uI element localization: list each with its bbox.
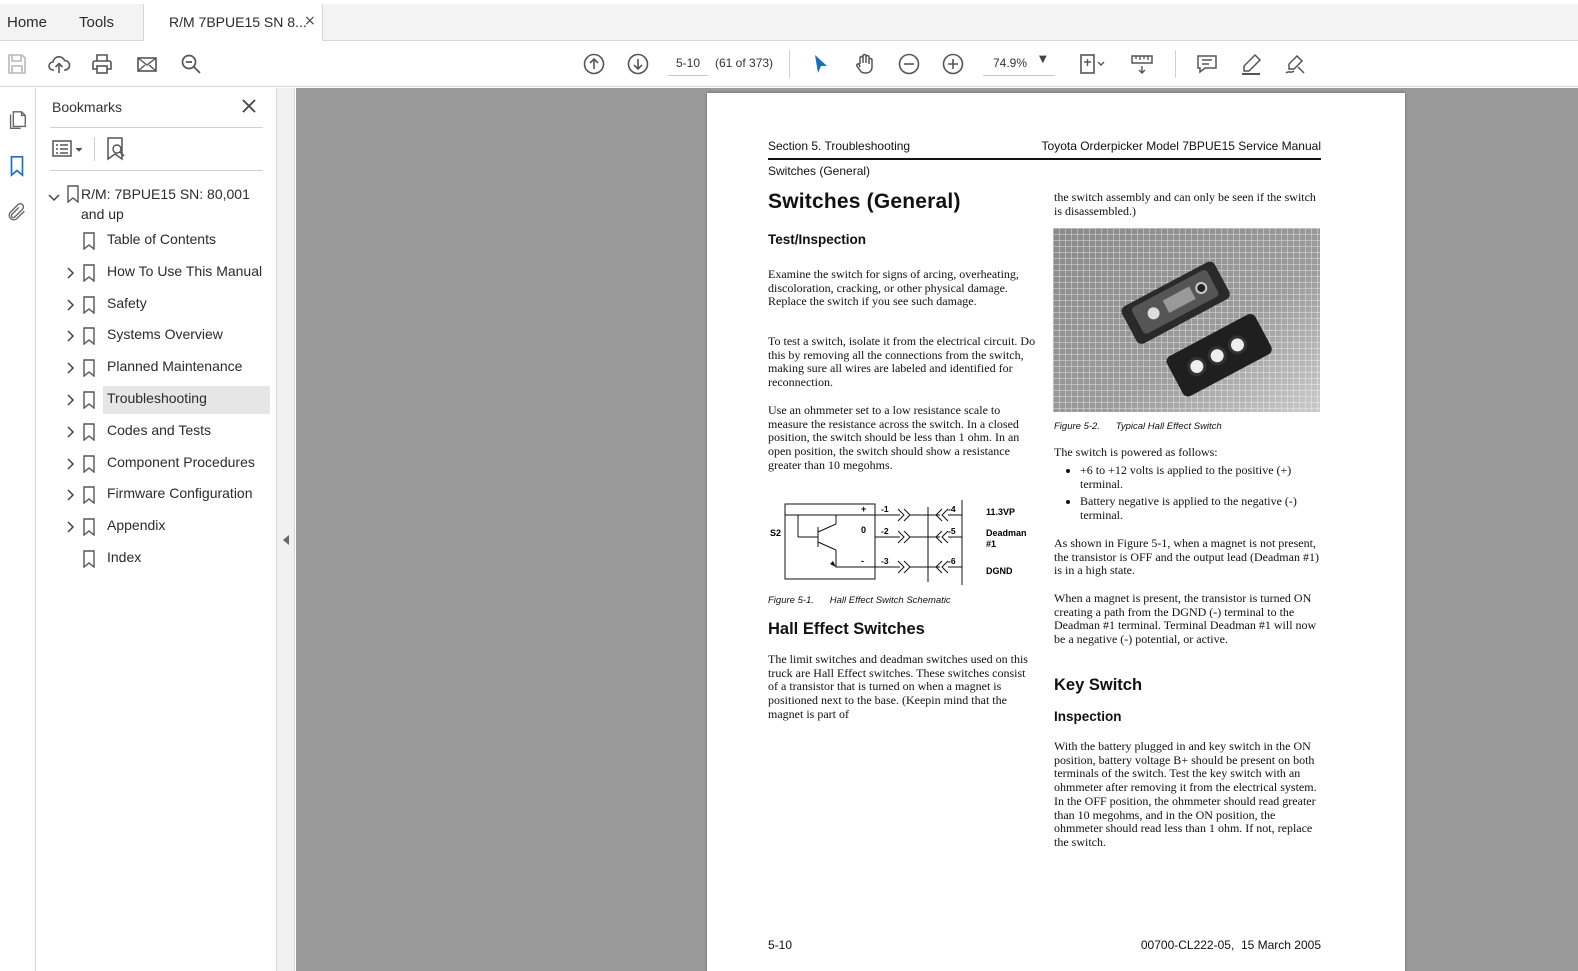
bookmark-item[interactable]: [47, 481, 271, 509]
bookmark-options-icon[interactable]: [51, 135, 89, 163]
hall-effect-switch-photo: [1053, 228, 1320, 412]
bookmark-icon: [82, 455, 96, 473]
upload-cloud-button[interactable]: [45, 50, 73, 78]
collapse-arrow-icon[interactable]: [282, 534, 290, 546]
save-button[interactable]: [3, 50, 31, 78]
paragraph: To test a switch, isolate it from the electrical circuit. Do this by removing all the connections from the switch, making sure all wires are labeled and identified for reconnection.: [768, 334, 1036, 390]
cloud-upload-icon: [47, 52, 71, 76]
page-fit-icon: [1078, 52, 1108, 76]
bookmarks-panel-title: Bookmarks: [52, 99, 123, 115]
bookmark-label: Appendix: [107, 517, 166, 534]
printer-icon: [90, 52, 114, 76]
document-viewer[interactable]: [296, 88, 1578, 971]
arrow-down-circle-icon: [626, 52, 650, 76]
page-footer-doc-id: 00700-CL222-05, 15 March 2005: [1140, 938, 1321, 952]
plus-circle-icon: [941, 52, 965, 76]
bookmark-label: Table of Contents: [107, 231, 216, 247]
bookmark-item[interactable]: [47, 291, 271, 319]
page-header-title: Toyota Orderpicker Model 7BPUE15 Service Manual: [1041, 139, 1321, 153]
search-icon: [179, 52, 203, 76]
bookmark-item[interactable]: [47, 227, 271, 255]
next-page-button[interactable]: [624, 50, 652, 78]
panel-divider: [94, 137, 95, 161]
figure-2-caption: Figure 5-2. Typical Hall Effect Switch: [1054, 421, 1222, 432]
bookmark-icon: [82, 296, 96, 314]
print-button[interactable]: [88, 50, 116, 78]
figure-1-caption: Figure 5-1. Hall Effect Switch Schematic: [768, 595, 951, 606]
chevron-right-icon[interactable]: [63, 329, 77, 343]
highlight-button[interactable]: [1237, 50, 1265, 78]
page-header-topic: Switches (General): [768, 164, 871, 178]
bookmark-item[interactable]: [47, 354, 271, 382]
attachments-button[interactable]: [3, 198, 31, 226]
chevron-right-icon[interactable]: [63, 488, 77, 502]
pen-icon: [1239, 52, 1263, 76]
bookmark-item[interactable]: [47, 386, 271, 414]
arrow-up-circle-icon: [582, 52, 606, 76]
close-icon[interactable]: [238, 95, 260, 117]
chevron-right-icon[interactable]: [63, 298, 77, 312]
bookmark-icon: [82, 423, 96, 441]
bookmark-icon: [82, 264, 96, 282]
zoom-value: 74.9%: [993, 56, 1028, 70]
document-page: [707, 93, 1405, 971]
schematic-plus: +: [861, 504, 867, 514]
schematic-zero: 0: [861, 525, 867, 535]
schematic-11-3vp: 11.3VP: [986, 507, 1016, 517]
bookmarks-panel-button[interactable]: [3, 152, 31, 180]
chevron-right-icon[interactable]: [63, 457, 77, 471]
schematic-pin-3: -3: [881, 556, 889, 566]
tab-document[interactable]: [143, 4, 323, 41]
page-display-button[interactable]: [1075, 50, 1111, 78]
bookmark-label: Troubleshooting: [107, 390, 207, 406]
tab-home[interactable]: Home: [7, 14, 48, 31]
zoom-level-select[interactable]: [983, 50, 1055, 76]
schematic-deadman-number: #1: [986, 539, 997, 549]
hall-effect-heading: Hall Effect Switches: [768, 620, 925, 638]
schematic-pin-6: -6: [948, 556, 956, 566]
bookmark-icon: [82, 232, 96, 250]
schematic-pin-5: -5: [948, 526, 956, 536]
section-title: Switches (General): [768, 190, 961, 213]
paperclip-icon: [6, 201, 28, 223]
list-item: • +6 to +12 volts is applied to the positive (+) terminal.: [1080, 464, 1322, 491]
envelope-icon: [135, 52, 159, 76]
page-count-label: (61 of 373): [715, 56, 774, 70]
schematic-label-s2: S2: [770, 528, 782, 538]
panel-divider: [50, 127, 263, 128]
bookmark-label: Codes and Tests: [107, 421, 212, 438]
bookmark-icon: [82, 327, 96, 345]
navigation-rail: [0, 88, 36, 971]
zoom-out-button[interactable]: [895, 50, 923, 78]
page-number-input[interactable]: [668, 50, 708, 76]
tab-tools[interactable]: Tools: [79, 14, 115, 31]
panel-divider: [50, 170, 263, 171]
schematic-deadman: Deadman: [986, 528, 1027, 538]
email-button[interactable]: [133, 50, 161, 78]
schematic-pin-2: -2: [881, 526, 889, 536]
chevron-right-icon[interactable]: [63, 393, 77, 407]
bookmark-label: Planned Maintenance: [107, 358, 243, 375]
page-footer-number: 5-10: [768, 938, 793, 952]
select-tool-button[interactable]: [807, 50, 835, 78]
paragraph: The switch is powered as follows:: [1054, 445, 1218, 459]
previous-page-button[interactable]: [580, 50, 608, 78]
paragraph: Use an ohmmeter set to a low resistance scale to measure the resistance across the switch. In a closed position, the switch should be less than 1 ohm. In an open position, the switch should show a resistance greater than 10 megohms.: [768, 403, 1020, 472]
hand-tool-button[interactable]: [851, 50, 879, 78]
comment-icon: [1195, 52, 1219, 76]
paragraph: As shown in Figure 5-1, when a magnet is not present, the transistor is OFF and the output lead (Deadman #1) is in a high state.: [1054, 536, 1319, 578]
paragraph: the switch assembly and can only be seen if the switch is disassembled.): [1054, 190, 1316, 218]
test-inspection-heading: Test/Inspection: [768, 232, 867, 247]
tab-bar: [0, 0, 1578, 41]
bookmark-label: Systems Overview: [107, 326, 223, 343]
bookmarks-panel: [37, 88, 277, 971]
minus-circle-icon: [897, 52, 921, 76]
panel-collapse-handle[interactable]: [277, 88, 295, 971]
bookmark-label: Safety: [107, 294, 147, 311]
bookmark-icon: [82, 550, 96, 568]
bookmark-label: Component Procedures: [107, 453, 255, 470]
bookmark-icon: [82, 359, 96, 377]
pages-icon: [6, 109, 28, 131]
page-header-section: Section 5. Troubleshooting: [768, 139, 911, 153]
save-icon: [5, 52, 29, 76]
bookmark-item[interactable]: [47, 545, 271, 573]
bookmark-item[interactable]: [47, 450, 271, 478]
chevron-right-icon[interactable]: [63, 266, 77, 280]
sign-pen-icon: [1283, 52, 1307, 76]
search-button[interactable]: [177, 50, 205, 78]
measure-tool-button[interactable]: [1128, 50, 1156, 78]
chevron-down-icon[interactable]: [47, 191, 61, 205]
toolbar-divider: [789, 50, 790, 78]
bookmark-label: Firmware Configuration: [107, 485, 253, 502]
bookmark-label: How To Use This Manual: [107, 262, 263, 279]
bookmark-icon: [82, 486, 96, 504]
bookmark-icon: [82, 518, 96, 536]
comment-button[interactable]: [1193, 50, 1221, 78]
chevron-right-icon[interactable]: [63, 520, 77, 534]
close-tab-icon[interactable]: ×: [304, 13, 316, 29]
bookmark-root-label[interactable]: R/M: 7BPUE15 SN: 80,001 and up: [81, 186, 250, 222]
bookmark-item[interactable]: [47, 259, 271, 287]
document-tab-label: R/M 7BPUE15 SN 8...: [169, 14, 307, 30]
key-switch-heading: Key Switch: [1054, 676, 1143, 694]
bookmark-icon: [66, 185, 80, 203]
chevron-right-icon[interactable]: [63, 361, 77, 375]
page-thumbnails-button[interactable]: [3, 106, 31, 134]
schematic-minus: -: [861, 556, 864, 566]
bookmark-item[interactable]: [47, 513, 271, 541]
sign-button[interactable]: [1281, 50, 1309, 78]
bookmark-item[interactable]: [47, 418, 271, 446]
header-rule: [768, 158, 1321, 160]
paragraph: With the battery plugged in and key switch in the ON position, battery voltage B+ should be present on both terminals of the switch. Test the key switch with an ohmmeter after removing it from the electrical system. In the OFF position, the ohmmeter should read greater than 10 megohms, and in the ON position, the ohmmeter should read less than 1 ohm. If not, replace the switch.: [1054, 739, 1317, 849]
chevron-down-icon: ▼: [1039, 54, 1047, 65]
bookmark-label: Index: [107, 549, 142, 565]
paragraph: Examine the switch for signs of arcing, overheating, discoloration, cracking, or other physical damage. Replace the switch if you see such damage.: [768, 267, 1019, 309]
schematic-dgnd: DGND: [986, 566, 1013, 576]
list-item: • Battery negative is applied to the negative (-) terminal.: [1080, 495, 1322, 522]
power-bullet-list: [1064, 464, 1322, 527]
cursor-arrow-icon: [809, 52, 833, 76]
paragraph: When a magnet is present, the transistor is turned ON creating a path from the DGND (-) terminal to the Deadman #1 terminal. Terminal Deadman #1 will now be a negative (-) potential, or active.: [1054, 591, 1317, 647]
ruler-icon: [1130, 52, 1154, 76]
zoom-in-button[interactable]: [939, 50, 967, 78]
chevron-right-icon[interactable]: [63, 425, 77, 439]
bookmark-icon: [6, 155, 28, 177]
hand-icon: [853, 52, 877, 76]
bookmark-icon: [82, 391, 96, 409]
toolbar-divider: [1175, 50, 1176, 78]
inspection-heading: Inspection: [1054, 709, 1122, 724]
bookmark-item[interactable]: [47, 322, 271, 350]
paragraph: The limit switches and deadman switches used on this truck are Hall Effect switches. These switches consist of a transistor that is turned on when a magnet is positioned next to the base. (Keepin mind that the magnet is part of: [768, 652, 1028, 721]
find-bookmark-icon[interactable]: [103, 135, 129, 163]
schematic-pin-4: -4: [948, 504, 956, 514]
hall-effect-schematic: [768, 495, 1038, 587]
schematic-pin-1: -1: [881, 504, 889, 514]
